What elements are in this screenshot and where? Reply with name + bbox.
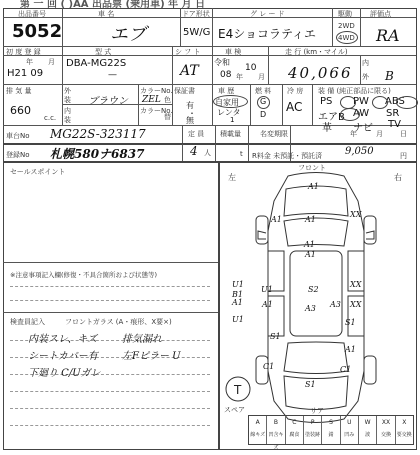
legend-cell-c: C 腐食	[286, 416, 304, 444]
fuel-gas: G	[260, 97, 267, 106]
load-unit: t	[240, 150, 243, 158]
int-color-label-b: 装	[64, 116, 71, 124]
inspector-note-1: 内装スレ、キズ	[28, 334, 97, 345]
left-label: 左	[228, 173, 236, 182]
mark-23: C1	[340, 365, 352, 374]
plate-label: 登録No	[6, 151, 30, 159]
door-type: 5W/G	[183, 27, 211, 38]
mark-8: XX	[350, 300, 362, 309]
interior-grade-in: 内	[362, 59, 369, 67]
capacity-unit: 人	[204, 149, 211, 157]
inspector-label: 検査員記入	[10, 318, 45, 326]
mark-13: U1	[232, 315, 244, 324]
legend-cell-w: W 波	[359, 416, 377, 444]
mark-14: A1	[304, 240, 315, 249]
mark-7: XX	[350, 280, 362, 289]
inspection-year: 08	[220, 70, 232, 80]
ac-label: 冷 房	[287, 87, 304, 95]
legend-cell-u: U 凹み	[341, 416, 359, 444]
first-reg-month-label: 月	[48, 58, 55, 66]
name-change-year: 年	[350, 130, 357, 138]
name-change-label: 名変期限	[260, 130, 288, 138]
equip-leather: 革	[322, 123, 332, 134]
car-name-label: 車 名	[98, 10, 115, 18]
first-registration: H21 09	[7, 68, 44, 79]
inspection-month: 10	[245, 63, 257, 73]
spare-mark: T	[234, 383, 242, 397]
grade: E4ショコラティエ	[218, 27, 317, 41]
mark-12: A3	[305, 304, 316, 313]
sheet-header: 第 一 回 ( )AA 出品票 (乗用車) 年 月 日	[20, 0, 206, 10]
mark-21: A3	[330, 300, 341, 309]
air-conditioner: AC	[286, 100, 303, 114]
notes-title: ※注意事項記入欄(修復・不具合箇所および状態等)	[10, 271, 158, 279]
equip-aw: AW	[353, 108, 370, 119]
legend-cell-a: A 線キズ	[249, 416, 267, 444]
remarks-frame	[3, 161, 220, 450]
recycle-label: R料金 未預託・預託済	[252, 152, 323, 160]
ext-color-label-a: 外	[64, 87, 71, 95]
inspector-note-3: シートカバー有	[28, 351, 98, 362]
car-diagram	[218, 161, 415, 448]
color-no2-label: カラーNo.	[140, 107, 173, 115]
drive-2wd: 2WD	[338, 22, 355, 30]
displacement-label: 排 気 量	[6, 87, 32, 95]
legend-cell-p: P 塗装跡	[304, 416, 322, 444]
capacity-label: 定 員	[188, 130, 205, 138]
load-label: 積載量	[220, 130, 241, 138]
mark-19: A1	[345, 345, 356, 354]
usage-other: 1	[230, 116, 235, 124]
chassis-label: 車台No	[6, 132, 30, 140]
recycle-unit: 円	[400, 152, 407, 160]
mark-16: B1	[232, 290, 243, 299]
mark-3: A1	[305, 215, 316, 224]
ext-color-label-b: 装	[64, 96, 71, 104]
damage-legend	[248, 415, 414, 451]
mark-5: U1	[232, 280, 244, 289]
inspector-note-2: 排気漏れ	[122, 334, 162, 345]
drive-circle	[336, 31, 358, 44]
warranty-label: 保証書	[174, 87, 195, 95]
mileage-label: 走 行 (km・マイル)	[285, 48, 348, 56]
mark-22: C1	[263, 362, 275, 371]
displacement: 660	[10, 104, 31, 117]
equip-sr: SR	[386, 108, 400, 119]
equip-airbag: エアB	[318, 112, 345, 123]
rear-label: リア	[310, 407, 324, 415]
mark-4: XX	[350, 210, 362, 219]
interior-grade: B	[385, 69, 394, 83]
chassis-number: MG22S-323117	[50, 127, 146, 141]
mark-2: A1	[271, 215, 282, 224]
color-code: ZEL	[142, 95, 161, 105]
exterior-color: ブラウン	[88, 96, 128, 107]
legend-cell-xx: XX 交換	[377, 416, 395, 444]
equip-abs: ABS	[385, 96, 405, 107]
warranty-no: 無	[186, 116, 194, 125]
door-label: ドア形状	[182, 10, 210, 18]
sales-point-label: セールスポイント	[10, 168, 66, 176]
score: RA	[376, 26, 400, 45]
int-color-label-a: 内	[64, 107, 71, 115]
mark-17: A1	[232, 298, 243, 307]
inspector-note-5: 下廻り C/Uガレ	[28, 368, 101, 379]
warranty-yes: 有	[186, 101, 194, 110]
recycle-fee: 9,050	[345, 146, 374, 157]
name-change-month: 月	[376, 130, 383, 138]
plate-number: 札幌580ナ6837	[50, 147, 145, 161]
drive-label: 駆動	[338, 10, 352, 18]
inspection-era: 令和	[214, 58, 230, 67]
usage-private: 自家用	[215, 98, 239, 107]
score-label: 評価点	[370, 10, 391, 18]
usage-label: 車 歴	[218, 87, 235, 95]
interior-grade-out: 外	[362, 73, 369, 81]
capacity: 4	[190, 144, 198, 158]
legend-cell-s: S 錆	[322, 416, 340, 444]
drive-4wd: 4WD	[338, 34, 355, 42]
model-code: DBA-MG22S	[66, 58, 127, 69]
lot-label: 出品番号	[18, 10, 46, 18]
mark-18: A1	[262, 300, 273, 309]
displacement-unit: c.c.	[44, 114, 57, 122]
model-label: 型 式	[95, 48, 112, 56]
equip-tv: TV	[388, 119, 401, 130]
fuel-diesel: D	[260, 110, 267, 119]
inspection-year-unit: 年	[236, 73, 243, 81]
change-label: 替	[164, 113, 171, 121]
fuel-circle	[257, 96, 270, 109]
legend-cell-b: B 凹含キズ	[267, 416, 285, 444]
color-label: 色	[164, 96, 171, 104]
front-label: フロント	[298, 164, 326, 172]
name-change-day: 日	[400, 130, 407, 138]
fuel-label: 燃 料	[255, 87, 272, 95]
inspection-month-unit: 月	[258, 73, 265, 81]
auction-sheet: 第 一 回 ( )AA 出品票 (乗用車) 年 月 日 出品番号 5052 車 名 エブ ドア形状 5W/G グ レ ー ド E4ショコラティエ 駆動 2WD 4WD 評価点 RA 初 度 登 録 年 月 H21 09 型 式 DBA-MG22S — シ フ ト AT 車 検 令和 08 年 10 月 走 行 (km・マイル) 40,066 内 外 B 排 気 量 660 c.c. 外 装 ブラウン カラーNo. ZEL 色 内 装 カラーNo. 替 保証書 有 ・ 無 車 歴 自家用 レンタ 1 燃 料 G D 冷 房 AC 装 備 (純正部品に限る) PS PW ABS エアB AW SR 革 ナビ TV 車台No MG22S-323117 登録No 札幌580ナ6837 定 員 4 人 積載量 t 名変期限 年 月 日 R料金 未預託・預託済 9,050 円 セールスポイント ※注意事項記入欄(修復・不具合箇所および状態等) 検査員記入 フロントガラス (A・痕形、X要×) 内装スレ、キズ 排気漏れ シートカバー有 左Fピラー U 下廻り C/Uガレ フロント 左 右 T スペア A1 A1 A1 XX U1 U1 XX XX S1 S1 S1 A3 U1 A1 A1 B1 A1 A1 A1 S2 A3 C1 C1 リア A 線キズ B 凹含キズ C 腐食 P 塗装跡 S 錆 U 凹み W 波 XX 交換 X 要交換	[0, 0, 420, 450]
equip-pw: PW	[353, 96, 369, 107]
mark-1: A1	[308, 182, 319, 191]
windshield-label: フロントガラス (A・痕形、X要×)	[65, 318, 172, 326]
inspector-note-4: 左Fピラー U	[122, 351, 181, 362]
right-label: 右	[394, 173, 402, 182]
mark-11: S1	[345, 318, 356, 327]
mark-10: S1	[305, 380, 316, 389]
color-no-label: カラーNo.	[140, 87, 173, 95]
equip-ps: PS	[320, 96, 333, 107]
shift-label: シ フ ト	[175, 48, 201, 56]
grade-label: グ レ ー ド	[250, 10, 285, 18]
car-name: エブ	[110, 24, 146, 45]
spare-label: スペア	[224, 406, 245, 414]
equipment-label: 装 備 (純正部品に限る)	[318, 87, 391, 95]
shift: AT	[180, 63, 199, 79]
mark-15: A1	[305, 250, 316, 259]
usage-rental: レンタ	[217, 108, 241, 117]
first-reg-year-label: 年	[26, 58, 33, 66]
legend-cell-x: X 要交換	[396, 419, 412, 438]
first-reg-label: 初 度 登 録	[6, 48, 41, 56]
mark-20: S2	[308, 285, 319, 294]
equip-navi: ナビ	[353, 123, 373, 134]
warranty-dash: ・	[188, 109, 196, 118]
mark-9: S1	[270, 332, 281, 341]
inspection-label: 車 検	[225, 48, 242, 56]
lot-number: 5052	[12, 21, 63, 42]
mileage: 40,066	[288, 64, 353, 82]
mark-6: U1	[261, 285, 273, 294]
